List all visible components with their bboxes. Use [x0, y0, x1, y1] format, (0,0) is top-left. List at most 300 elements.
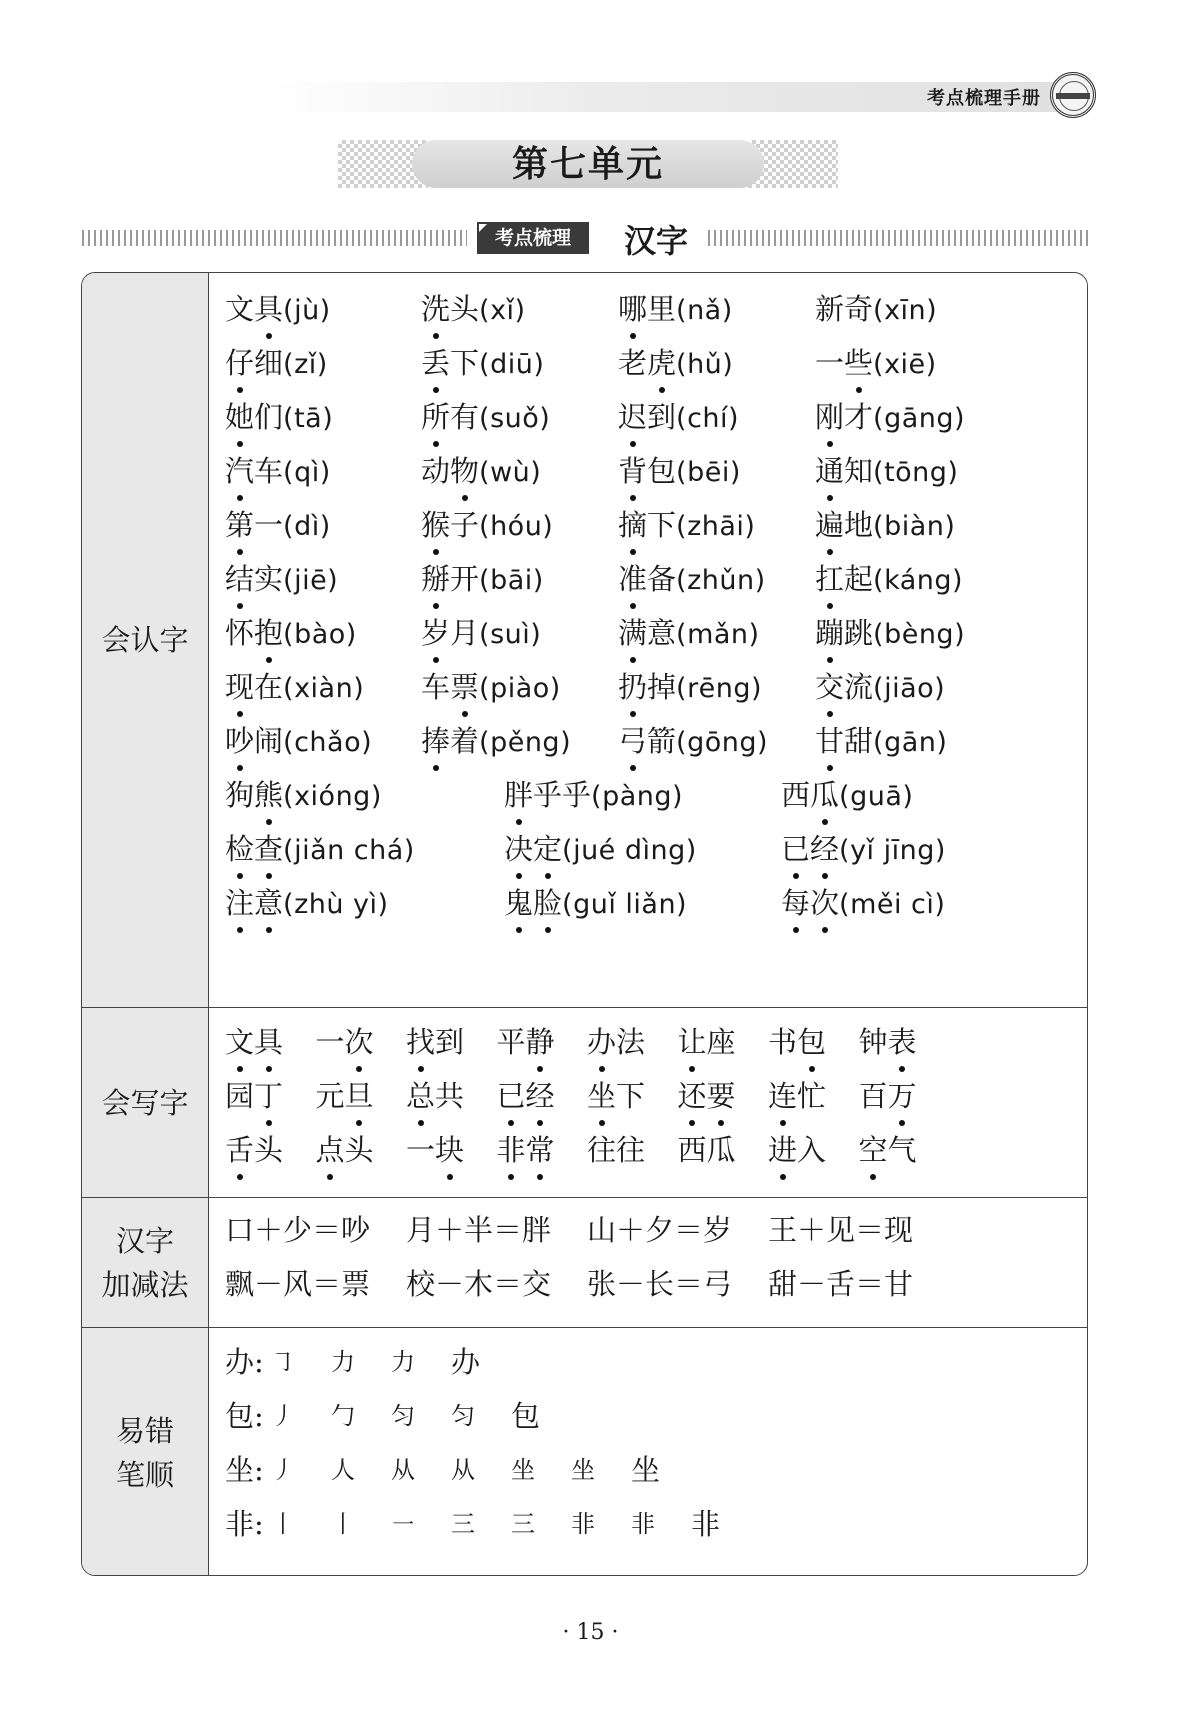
dotted-character: 空 — [858, 1133, 888, 1167]
character: 共 — [435, 1079, 465, 1113]
colon: : — [254, 1507, 264, 1541]
word-item — [225, 1024, 283, 1060]
word-item — [421, 669, 561, 707]
pinyin: (hǔ) — [676, 349, 734, 380]
pinyin: (chí) — [676, 403, 740, 434]
stroke-step: 勹 — [331, 1402, 355, 1430]
word-item — [421, 399, 550, 437]
dotted-character: 迟 — [618, 400, 648, 434]
tag-corner-mark — [479, 224, 487, 232]
character: 意 — [647, 616, 677, 650]
word-item — [504, 777, 683, 815]
stroke-step: ㇐ — [391, 1510, 415, 1538]
dotted-character: 抱 — [254, 616, 284, 650]
character: 下 — [450, 346, 480, 380]
word-item — [497, 1078, 555, 1114]
character: 备 — [647, 562, 677, 596]
character: 头 — [344, 1133, 374, 1167]
dotted-character: 第 — [225, 508, 255, 542]
pinyin: (pàng) — [591, 781, 684, 812]
stroke-step: ㇆ — [271, 1348, 295, 1376]
pinyin: (qì) — [283, 457, 331, 488]
stroke-step: 坐 — [571, 1456, 595, 1484]
character: 书 — [768, 1025, 798, 1059]
character: 百 — [858, 1079, 888, 1113]
colon: : — [254, 1399, 264, 1433]
word-item — [406, 1024, 464, 1060]
word-item — [768, 1024, 826, 1060]
word-item — [815, 399, 965, 437]
pinyin: (gōng) — [676, 727, 769, 758]
pinyin: (káng) — [873, 565, 964, 596]
stroke-step: 丿 — [271, 1456, 295, 1484]
character: 奇 — [844, 292, 874, 326]
addsub-content — [209, 1198, 1087, 1327]
character: 有 — [450, 400, 480, 434]
pinyin: (guā) — [839, 781, 914, 812]
pinyin: (suǒ) — [479, 403, 551, 434]
word-item — [421, 507, 553, 545]
pinyin: (bāi) — [479, 565, 544, 596]
dotted-character: 所 — [421, 400, 451, 434]
word-item — [225, 1078, 283, 1114]
word-item — [225, 723, 372, 761]
dotted-character: 经 — [810, 832, 840, 866]
main-table — [81, 272, 1088, 1576]
word-item — [497, 1024, 555, 1060]
word-item — [406, 1078, 464, 1114]
dotted-character: 检 — [225, 832, 255, 866]
character: 到 — [435, 1025, 465, 1059]
character: 钟 — [858, 1025, 888, 1059]
dotted-character: 猴 — [421, 508, 451, 542]
equation: 口＋少＝吵 — [225, 1213, 371, 1247]
word-item — [618, 399, 739, 437]
word-item — [815, 507, 955, 545]
colon: : — [254, 1453, 264, 1487]
dotted-character: 蹦 — [815, 616, 845, 650]
character: 掉 — [647, 670, 677, 704]
dotted-character: 找 — [406, 1025, 436, 1059]
pinyin: (gāng) — [873, 403, 966, 434]
word-item — [421, 291, 526, 329]
word-item — [406, 1132, 464, 1168]
character: 瓜 — [706, 1133, 736, 1167]
dotted-character: 岁 — [421, 616, 451, 650]
pinyin: (tōng) — [873, 457, 959, 488]
pinyin: (jù) — [283, 295, 331, 326]
dotted-character: 丁 — [254, 1079, 284, 1113]
word-item — [225, 615, 357, 653]
word-item — [225, 885, 389, 923]
word-item — [781, 885, 945, 923]
stroke-step: 匀 — [451, 1402, 475, 1430]
page-number: · 15 · — [562, 1620, 619, 1645]
character: 开 — [450, 562, 480, 596]
dotted-character: 每 — [781, 886, 811, 920]
dotted-character: 常 — [525, 1133, 555, 1167]
word-item — [618, 669, 762, 707]
word-item — [859, 1132, 917, 1168]
section-title: 汉字 — [624, 222, 689, 260]
word-item — [768, 1078, 826, 1114]
word-item — [618, 615, 760, 653]
character: 甜 — [844, 724, 874, 758]
dotted-character: 具 — [254, 1025, 284, 1059]
dotted-character: 还 — [677, 1079, 707, 1113]
character: 一 — [815, 346, 845, 380]
dotted-character: 意 — [254, 886, 284, 920]
character: 狗 — [225, 778, 255, 812]
pinyin: (xīn) — [873, 295, 938, 326]
pinyin: (rēng) — [676, 673, 763, 704]
dotted-character: 定 — [533, 832, 563, 866]
seal-band — [1056, 93, 1090, 99]
pinyin: (bèng) — [873, 619, 966, 650]
character: 乎 — [533, 778, 563, 812]
stroke-step: 力 — [391, 1348, 415, 1376]
label-text: 会认字 — [101, 623, 189, 657]
word-item — [225, 453, 331, 491]
recognize-content — [209, 273, 1087, 1007]
row-label-strokes — [82, 1328, 209, 1576]
stroke-step: 丿 — [271, 1402, 295, 1430]
divider-ticks-right — [708, 230, 1092, 246]
dotted-character: 通 — [815, 454, 845, 488]
character: 箭 — [647, 724, 677, 758]
seal-logo — [1050, 72, 1096, 118]
stroke-step: 匀 — [391, 1402, 415, 1430]
label-line-2: 加减法 — [101, 1267, 189, 1302]
label-line-1: 易错 — [115, 1413, 174, 1448]
row-label-write — [82, 1008, 209, 1197]
dotted-character: 文 — [225, 1025, 255, 1059]
word-item — [225, 669, 364, 707]
stroke-character — [225, 1344, 264, 1380]
word-item — [225, 831, 415, 869]
character: 到 — [647, 400, 677, 434]
label-line-2: 笔顺 — [115, 1457, 174, 1492]
dotted-character: 刚 — [815, 400, 845, 434]
stroke-step: 办 — [451, 1345, 481, 1379]
dotted-character: 坐 — [587, 1079, 617, 1113]
character: 知 — [844, 454, 874, 488]
dotted-character: 要 — [706, 1079, 736, 1113]
dotted-character: 票 — [450, 670, 480, 704]
stroke-step: 非 — [571, 1510, 595, 1538]
word-item — [618, 561, 766, 599]
equation: 王＋见＝现 — [768, 1213, 914, 1247]
word-item — [815, 723, 947, 761]
word-item — [618, 723, 768, 761]
word-item — [768, 1132, 826, 1168]
character: 月 — [450, 616, 480, 650]
stroke-step: 从 — [391, 1456, 415, 1484]
stroke-step: 人 — [331, 1456, 355, 1484]
stroke-step: 包 — [511, 1399, 541, 1433]
word-item — [678, 1078, 736, 1114]
dotted-character: 扛 — [815, 562, 845, 596]
dotted-character: 万 — [887, 1079, 917, 1113]
pinyin: (xǐ) — [479, 295, 526, 326]
dotted-character: 办 — [587, 1025, 617, 1059]
word-item — [618, 345, 733, 383]
dotted-character: 次 — [344, 1025, 374, 1059]
stroke-step: 从 — [451, 1456, 475, 1484]
dotted-character: 汽 — [225, 454, 255, 488]
word-item — [421, 615, 541, 653]
character: 往 — [616, 1133, 646, 1167]
stroke-step: 非 — [691, 1507, 721, 1541]
dotted-character: 旦 — [344, 1079, 374, 1113]
character: 包 — [225, 1399, 255, 1433]
word-item — [316, 1024, 374, 1060]
dotted-character: 表 — [887, 1025, 917, 1059]
word-item — [859, 1078, 917, 1114]
character: 在 — [254, 670, 284, 704]
word-item — [618, 507, 755, 545]
dotted-character: 块 — [435, 1133, 465, 1167]
stroke-step: 力 — [331, 1348, 355, 1376]
row-recognize — [82, 273, 1087, 1007]
character: 车 — [254, 454, 284, 488]
character: 地 — [844, 508, 874, 542]
dotted-character: 胖 — [504, 778, 534, 812]
pinyin: (dì) — [283, 511, 331, 542]
pinyin: (bào) — [283, 619, 357, 650]
word-item — [618, 291, 733, 329]
pinyin: (jiē) — [283, 565, 339, 596]
character: 法 — [616, 1025, 646, 1059]
character: 西 — [781, 778, 811, 812]
equation: 月＋半＝胖 — [406, 1213, 552, 1247]
dotted-character: 丢 — [421, 346, 451, 380]
stroke-step: 坐 — [631, 1453, 661, 1487]
character: 起 — [844, 562, 874, 596]
character: 平 — [496, 1025, 526, 1059]
pinyin: (xiē) — [873, 349, 937, 380]
dotted-character: 扔 — [618, 670, 648, 704]
character: 一 — [315, 1025, 345, 1059]
dotted-character: 脸 — [533, 886, 563, 920]
character: 办 — [225, 1345, 255, 1379]
write-content — [209, 1008, 1087, 1197]
word-item — [225, 399, 333, 437]
pinyin: (nǎ) — [676, 295, 733, 326]
pinyin: (zhù yì) — [283, 889, 389, 920]
dotted-character: 虎 — [647, 346, 677, 380]
word-item — [316, 1132, 374, 1168]
word-item — [859, 1024, 917, 1060]
pinyin: (guǐ liǎn) — [562, 889, 688, 920]
word-item — [587, 1132, 645, 1168]
equation: 校－木＝交 — [406, 1267, 552, 1301]
word-item — [225, 345, 328, 383]
dotted-character: 已 — [496, 1079, 526, 1113]
pinyin: (yǐ jīng) — [839, 835, 946, 866]
character: 才 — [844, 400, 874, 434]
word-item — [781, 831, 946, 869]
pinyin: (jiǎn chá) — [283, 835, 415, 866]
dotted-character: 包 — [797, 1025, 827, 1059]
word-item — [815, 669, 945, 707]
character: 头 — [254, 1133, 284, 1167]
character: 元 — [315, 1079, 345, 1113]
stroke-step: 三 — [511, 1510, 535, 1538]
word-item — [225, 561, 338, 599]
word-item — [225, 291, 331, 329]
character: 头 — [450, 292, 480, 326]
word-item — [815, 453, 958, 491]
dotted-character: 舌 — [225, 1133, 255, 1167]
character: 新 — [815, 292, 845, 326]
dotted-character: 鬼 — [504, 886, 534, 920]
dotted-character: 点 — [315, 1133, 345, 1167]
word-item — [504, 831, 697, 869]
pinyin: (měi cì) — [839, 889, 946, 920]
character: 跳 — [844, 616, 874, 650]
character: 文 — [225, 292, 255, 326]
character: 下 — [616, 1079, 646, 1113]
word-item — [421, 561, 544, 599]
dotted-character: 次 — [810, 886, 840, 920]
dotted-character: 弓 — [618, 724, 648, 758]
word-item — [504, 885, 687, 923]
character: 动 — [421, 454, 451, 488]
dotted-character: 注 — [225, 886, 255, 920]
row-label-recognize — [82, 273, 209, 1007]
word-item — [815, 291, 937, 329]
dotted-character: 准 — [618, 562, 648, 596]
label-line-1: 汉字 — [115, 1223, 174, 1258]
character: 西 — [677, 1133, 707, 1167]
dotted-character: 她 — [225, 400, 255, 434]
pinyin: (jué dìng) — [562, 835, 697, 866]
stroke-step: 三 — [451, 1510, 475, 1538]
character: 包 — [647, 454, 677, 488]
equation: 飘－风＝票 — [225, 1267, 371, 1301]
pinyin: (biàn) — [873, 511, 956, 542]
dotted-character: 交 — [815, 670, 845, 704]
equation: 山＋夕＝岁 — [587, 1213, 733, 1247]
character: 气 — [887, 1133, 917, 1167]
character: 一 — [406, 1133, 436, 1167]
character: 着 — [450, 724, 480, 758]
pinyin: (zǐ) — [283, 349, 328, 380]
character: 乎 — [562, 778, 592, 812]
dotted-character: 物 — [450, 454, 480, 488]
dotted-character: 经 — [525, 1079, 555, 1113]
row-addsub — [82, 1197, 1087, 1327]
character: 下 — [647, 508, 677, 542]
character: 怀 — [225, 616, 255, 650]
unit-title: 第七单元 — [412, 140, 764, 188]
character: 闹 — [254, 724, 284, 758]
pinyin: (zhāi) — [676, 511, 756, 542]
stroke-character — [225, 1452, 264, 1488]
dotted-character: 吵 — [225, 724, 255, 758]
dotted-character: 遍 — [815, 508, 845, 542]
row-label-addsub — [82, 1198, 209, 1327]
row-write — [82, 1007, 1087, 1197]
stroke-character — [225, 1398, 264, 1434]
character: 老 — [618, 346, 648, 380]
word-item — [587, 1024, 645, 1060]
character: 非 — [225, 1507, 255, 1541]
dotted-character: 掰 — [421, 562, 451, 596]
pinyin: (jiāo) — [873, 673, 946, 704]
stroke-step: 非 — [631, 1510, 655, 1538]
pinyin: (wù) — [479, 457, 542, 488]
word-item — [815, 561, 963, 599]
dotted-character: 哪 — [618, 292, 648, 326]
character: 一 — [254, 508, 284, 542]
pinyin: (diū) — [479, 349, 545, 380]
section-tag: 考点梳理 — [477, 222, 589, 254]
colon: : — [254, 1345, 264, 1379]
dotted-character: 洗 — [421, 292, 451, 326]
pinyin: (gān) — [873, 727, 948, 758]
dotted-character: 连 — [768, 1079, 798, 1113]
pinyin: (chǎo) — [283, 727, 373, 758]
pinyin: (xiàn) — [283, 673, 365, 704]
character: 里 — [647, 292, 677, 326]
pinyin: (pěng) — [479, 727, 572, 758]
word-item — [225, 1132, 283, 1168]
dotted-character: 让 — [677, 1025, 707, 1059]
equation: 甜－舌＝甘 — [768, 1267, 914, 1301]
pinyin: (bēi) — [676, 457, 741, 488]
stroke-character — [225, 1506, 264, 1542]
pinyin: (mǎn) — [676, 619, 760, 650]
word-item — [421, 723, 571, 761]
unit-title-banner — [338, 140, 838, 188]
dotted-character: 已 — [781, 832, 811, 866]
word-item — [587, 1078, 645, 1114]
word-item — [225, 507, 331, 545]
word-item — [421, 453, 541, 491]
character: 流 — [844, 670, 874, 704]
dotted-character: 些 — [844, 346, 874, 380]
dotted-character: 满 — [618, 616, 648, 650]
stroke-step: 丨 — [331, 1510, 355, 1538]
character: 们 — [254, 400, 284, 434]
dotted-character: 静 — [525, 1025, 555, 1059]
dotted-character: 具 — [254, 292, 284, 326]
pinyin: (suì) — [479, 619, 542, 650]
character: 园 — [225, 1079, 255, 1113]
pinyin: (piào) — [479, 673, 561, 704]
word-item — [781, 777, 913, 815]
pinyin: (tā) — [283, 403, 334, 434]
dotted-character: 查 — [254, 832, 284, 866]
dotted-character: 进 — [768, 1133, 798, 1167]
dotted-character: 熊 — [254, 778, 284, 812]
strokes-content — [209, 1328, 1087, 1576]
dotted-character: 总 — [406, 1079, 436, 1113]
pinyin: (xióng) — [283, 781, 382, 812]
character: 实 — [254, 562, 284, 596]
character: 忙 — [797, 1079, 827, 1113]
dotted-character: 瓜 — [810, 778, 840, 812]
character: 往 — [587, 1133, 617, 1167]
dotted-character: 背 — [618, 454, 648, 488]
handbook-title: 考点梳理手册 — [927, 88, 1041, 109]
word-item — [316, 1078, 374, 1114]
equation: 张－长＝弓 — [587, 1267, 733, 1301]
word-item — [678, 1024, 736, 1060]
label-text: 会写字 — [101, 1085, 189, 1120]
